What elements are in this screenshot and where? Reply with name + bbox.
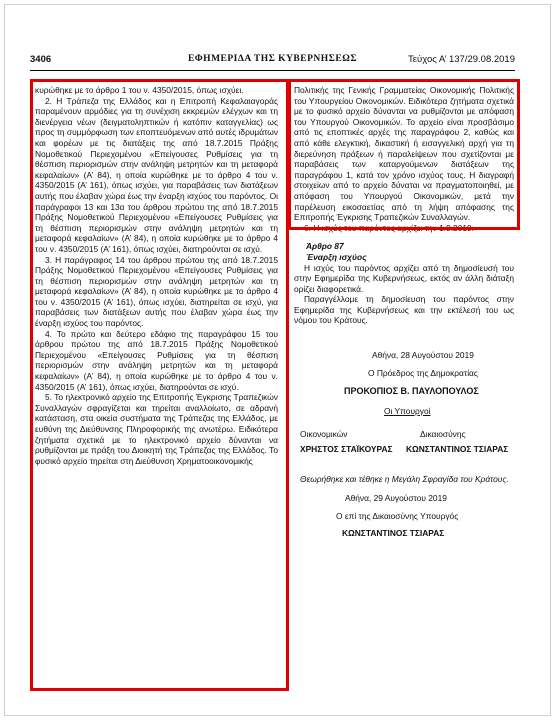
minister1-name: ΧΡΗΣΤΟΣ ΣΤΑΪΚΟΥΡΑΣ xyxy=(300,444,393,454)
issue-info: Τεύχος Α’ 137/29.08.2019 xyxy=(408,54,515,65)
signing-place-date: Αθήνα, 28 Αυγούστου 2019 xyxy=(372,350,474,360)
paragraph: 6. Η ισχύς του παρόντος αρχίζει την 1.9.2019. xyxy=(304,222,475,233)
paragraph: 5. Το ηλεκτρονικό αρχείο της Επιτροπής Έγκρισης Τραπεζικών Συναλλαγών σφραγίζεται και τηρείται αναλλοίωτο, σε αδρανή κατάσταση, στα οικεία συστήματα της Τράπεζας της Ελλάδος, με ευθύνη της Διεύθυνσης Πληροφορικής της ανωτέρω. Ειδικότερα ζητήματα σχετικά με το ηλεκτρονικό αρχείο δύνανται να ρυθμίζονται με πράξη του Διοικητή της Τράπεζας της Ελλάδος. Το φυσικό αρχείο τηρείται στη Διεύθυνση Χρηματοοικονομικής xyxy=(35,392,278,466)
paragraph: 4. Το πρώτο και δεύτερο εδάφιο της παραγράφου 15 του άρθρου πρώτου της από 18.7.2015 Πράξης Νομοθετικού Περιεχομένου «Επείγουσες Ρυθμίσεις για τη θέσπιση περιορισμών στην ανάληψη μετρητών και τη μεταφορά κεφαλαίων» (Α’ 84), η οποία κυρώθηκε με το άρθρο 4 του ν. 4350/2015 (Α’ 161), όπως ισχύει, διατηρούνται σε ισχύ. xyxy=(35,328,278,392)
article-number: Άρθρο 87 xyxy=(306,241,344,252)
paragraph: 2. Η Τράπεζα της Ελλάδος και η Επιτροπή Κεφαλαιαγοράς παραμένουν αρμόδιες για τη συνέχιση εκκρεμών ελέγχων και τη διενέργεια νέων (δειγματοληπτικών ή κατόπιν καταγγελίας) ως προς τη συμμόρφωση των εποπτευόμενων από αυτές ιδρυμάτων και φορέων με τις διατάξεις της από 18.7.2015 Πράξης Νομοθετικού Περιεχομένου «Επείγουσες Ρυθμίσεις για τη θέσπιση περιορισμών στην ανάληψη μετρητών και τη μεταφορά κεφαλαίων» (Α’ 84), η οποία κυρώθηκε με το άρθρο 4 του ν. 4350/2015 (Α’ 161), όπως ισχύει, για παραβάσεις των διατάξεων αυτής που έλαβαν χώρα έως την έναρξη ισχύος του παρόντος. Οι παράγραφοι 13 και 13α του άρθρου πρώτου της από 18.7.2015 Πράξης Νομοθετικού Περιεχομένου «Επείγουσες Ρυθμίσεις για τη θέσπιση περιορισμών στην ανάληψη μετρητών και τη μεταφορά κεφαλαίων» (Α’ 84), η οποία κυρώθηκε με το άρθρο 4 του ν. 4350/2015 (Α’ 161), όπως ισχύει, διατηρούνται σε ισχύ. xyxy=(35,95,278,254)
minister2-name: ΚΩΝΣΤΑΝΤΙΝΟΣ ΤΣΙΑΡΑΣ xyxy=(406,444,509,454)
paragraph: κυρώθηκε με το άρθρο 1 του ν. 4350/2015, όπως ισχύει. xyxy=(35,85,244,95)
seal-note: Θεωρήθηκε και τέθηκε η Μεγάλη Σφραγίδα του Κράτους. xyxy=(300,474,509,484)
minister1-role: Οικονομικών xyxy=(300,429,348,439)
highlight-box-right xyxy=(288,79,520,230)
paragraph: Πολιτικής της Γενικής Γραμματείας Οικονομικής Πολιτικής του Υπουργείου Οικονομικών. Ειδικότερα ζητήματα σχετικά με το φυσικό αρχείο δύνανται να ρυθμίζονται με απόφαση του Υπουργού Οικονομικών. Το αρχείο είναι προσβάσιμο από τις εποπτικές αρχές της παραγράφου 2, καθώς και από κάθε ελεγκτική, δικαστική ή εισαγγελική αρχή για τη διερεύνηση πράξεων ή παραλείψεων που σχετίζονται με παραβάσεις των καταργούμενων διατάξεων της παραγράφου 1, κατά τον χρόνο ισχύος τους. Η διαγραφή στοιχείων από το αρχείο δύναται να πραγματοποιηθεί, με απόφαση του Υπουργού Οικονομικών, μετά την παρέλευση εικοσαετίας από τη λήψη απόφασης της Επιτροπής Έγκρισης Τραπεζικών Συναλλαγών. xyxy=(294,85,514,223)
ministers-label: Οι Υπουργοί xyxy=(384,406,431,416)
president-name: ΠΡΟΚΟΠΙΟΣ Β. ΠΑΥΛΟΠΟΥΛΟΣ xyxy=(344,386,479,396)
article-title: Έναρξη ισχύος xyxy=(306,251,367,262)
justice-minister-title: Ο επί της Δικαιοσύνης Υπουργός xyxy=(336,511,459,521)
journal-title: ΕΦΗΜΕΡΙΔΑ ΤΗΣ ΚΥΒΕΡΝΗΣΕΩΣ xyxy=(187,54,358,64)
signing-place-date-2: Αθήνα, 29 Αυγούστου 2019 xyxy=(345,493,447,503)
highlight-box-left xyxy=(30,79,289,691)
page-number: 3406 xyxy=(30,54,52,65)
page-header xyxy=(30,54,515,68)
article-body: Η ισχύς του παρόντος αρχίζει από τη δημοσίευσή του στην Εφημερίδα της Κυβερνήσεως, εκτός αν άλλη διάταξη ορίζει διαφορετικά. xyxy=(294,262,514,294)
president-title: Ο Πρόεδρος της Δημοκρατίας xyxy=(368,368,478,378)
publication-order: Παραγγέλλομε τη δημοσίευση του παρόντος στην Εφημερίδα της Κυβερνήσεως και την εκτέλεσή του ως νόμου του Κράτους. xyxy=(294,294,514,326)
header-rule xyxy=(30,70,515,71)
paragraph: 3. Η παράγραφος 14 του άρθρου πρώτου της από 18.7.2015 Πράξης Νομοθετικού Περιεχομένου «Επείγουσες Ρυθμίσεις για τη θέσπιση περιορισμών στην ανάληψη μετρητών και τη μεταφορά κεφαλαίων» (Α’ 84), η οποία κυρώθηκε με το άρθρο 4 του ν. 4350/2015 (Α’ 161), όπως ισχύει, διατηρείται σε ισχύ, για παραβάσεις των διατάξεων αυτής που έλαβαν χώρα έως την έναρξη ισχύος του παρόντος. xyxy=(35,254,278,329)
minister2-role: Δικαιοσύνης xyxy=(420,429,466,439)
justice-minister-name: ΚΩΝΣΤΑΝΤΙΝΟΣ ΤΣΙΑΡΑΣ xyxy=(342,528,445,538)
